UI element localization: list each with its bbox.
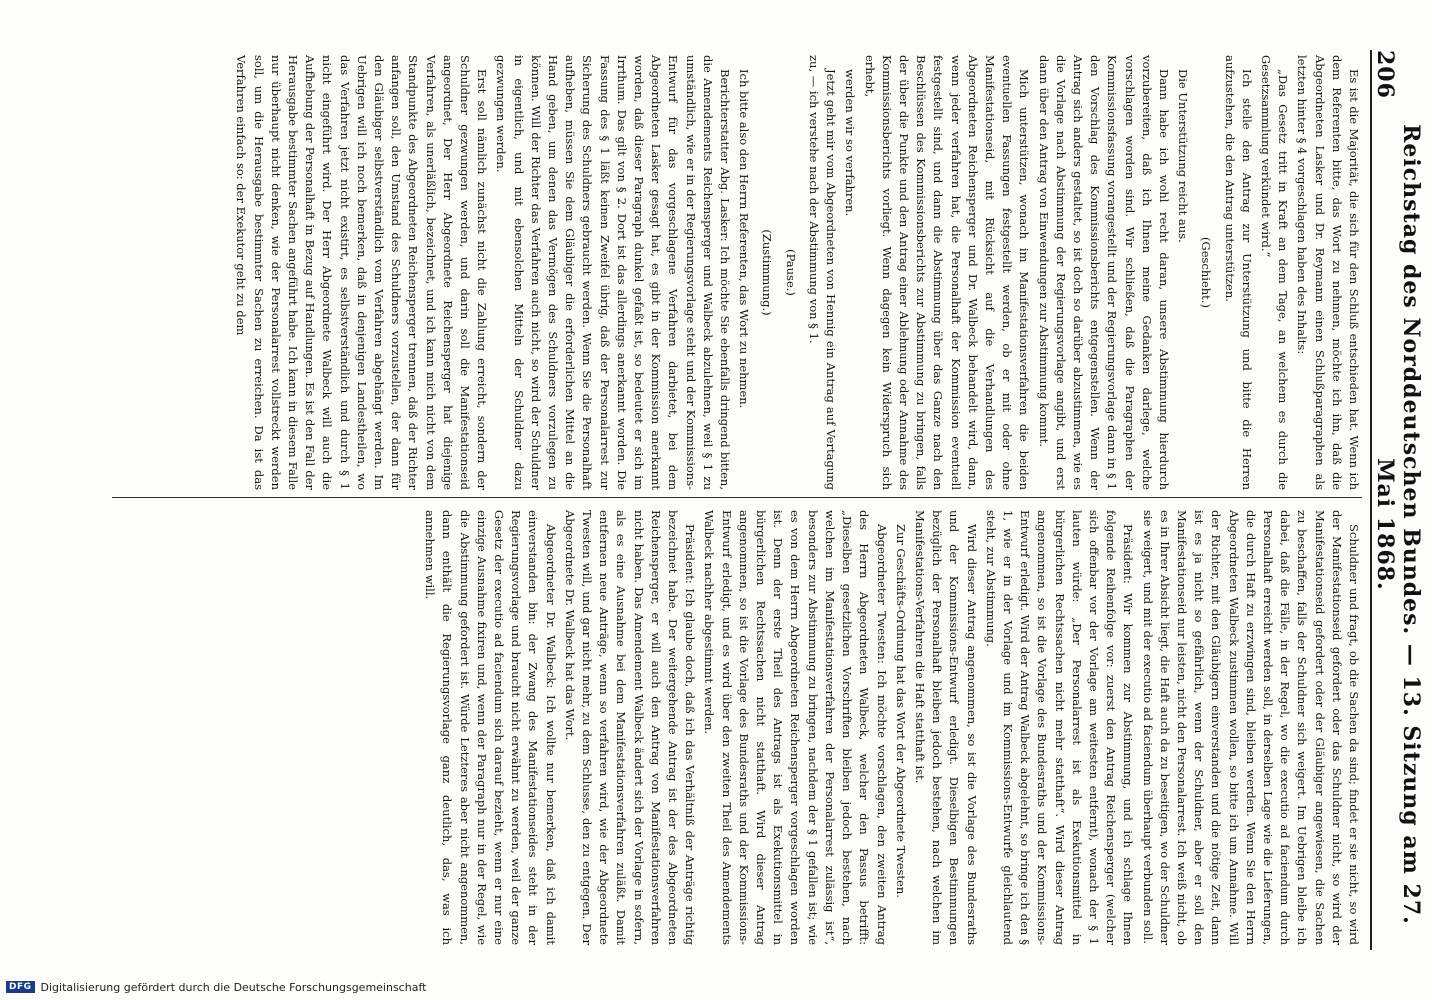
- stage-direction: (Zustimmung.): [760, 229, 775, 316]
- page-number: 206: [1372, 50, 1398, 99]
- paragraph: Wird dieser Antrag angenommen, so ist die Vorlage des Bundesraths und der Kommissions-Entwurf erledigt. Dieselbigen Bestimmungen bezüglich der Personalhaft bleiben jedoch bestehen, nach welchen im Manifestations-Verfahren die Haft statthaft ist.: [912, 510, 979, 945]
- page-header: [1370, 50, 1424, 950]
- paragraph: Abgeordneter Twesten: Ich möchte vorschlagen, den zweiten Antrag des Herrn Abgeordneten Walbeck, welcher den Passus betrifft: „Dieselben gesetzlichen Vorschriften bleiben jedoch bestehen, nach welchen im Manifestationsverfahren der Personalarrest zulässig ist“, besonders zur Abstimmung zu bringen, nachdem der § 1 gefallen ist; wie es von dem Herrn Abgeordneten Reichensperger vorgeschlagen worden ist. Denn der erste Theil des Antrags ist als Exekutionsmittel in bürgerlichen Rechtssachen nicht statthaft. Wird dieser Antrag angenommen, so ist die Vorlage des Bundesraths und der Kommissions-Entwurf erledigt, und es wird über den zweiten Theil des Amendements Walbeck nachher abgestimmt werden.: [702, 510, 889, 945]
- column-divider: [112, 497, 1362, 498]
- paragraph: Ich stelle den Antrag zur Unterstützung und bitte die Herren aufzustehen, die den Antrag unterstützen.: [1222, 55, 1254, 490]
- digitization-credit: [6, 978, 986, 996]
- left-text-column: [112, 55, 1362, 490]
- paragraph: Die Unterstützung reicht aus.: [1176, 69, 1191, 243]
- paragraph: Dann habe ich wohl recht daran, unsere Abstimmung hierdurch vorzubereiten, daß ich Ihnen meine Gedanken darlege, welche vorschlagen worden sind. Wir schließen, daß die Paragraphen der Kommissionsfassung vorangestellt und der Regierungsvorlage dann in § 1 den Vorschlag des Kommissionsberichts entgegenstellen. Wenn der Antrag sich anders gestaltet, so ist doch so darüber abzustimmen, wie es die Vorlage nach Abstimmung der Regierungsvorlage angibt, und erst dann über den Antrag von Einwendungen zur Abstimmung kommt.: [1036, 55, 1171, 490]
- paragraph: Es ist die Majorität, die sich für den Schluß entschieden hat. Wenn ich dem Referenten bitte, das Wort zu nehmen, möchte ich ihn, daß die Abgeordneten Lasker und Dr. Reymann einen Schlußparagraphen als letzten hinter § 4 vorgeschlagen haben des Inhalts:: [1295, 55, 1361, 490]
- paragraph: Berichterstatter Abg. Lasker: Ich möchte Sie ebenfalls dringend bitten, die Amendements Reichensperger und Walbeck abzulehnen, weil § 1 zu umständlich, wie er in der Regierungsvorlage steht und der Kommissions-Entwurf für das vorgeschlagene Verfahren darbietet, bei dem Abgeordneten Lasker gesagt hat, es gibt in der Kommission anerkannt worden, daß dieser Paragraph dunkel gefaßt ist, so bedeutet er sich im Irrthum. Das gilt von § 2. Dort ist das allerdings anerkannt worden. Die Fassung des § 1 läßt keinen Zweifel übrig, daß der Personalarrest zur Sicherung des Schuldners gebraucht werden. Wenn Sie die Personalhaft aufheben, müssen Sie dem Gläubiger die erforderlichen Mittel an die Hand geben, um denen das Vermögen des Schuldners vorzulegen zu können. Will der Richter das Verfahren auch nicht, so wird der Schuldner in eigentlich, und mit ebensolchen Mitteln der Schuldner dazu gezwungen werden.: [494, 55, 733, 490]
- paragraph: Präsident: Ich glaube doch, daß ich das Verhältniß der Anträge richtig bezeichnet habe. Der weitergehende Antrag ist der des Abgeordneten Reichensperger, er will auch den Antrag von Manifestationsverfahren nicht haben. Das Amendement Walbeck ändert sich der Vorlage in sofern, als es eine Ausnahme bei dem Manifestationsverfahren zuläßt. Damit entfernen neue Anträge, wenn so verfahren wird, wie der Abgeordnete Twesten will, und gar nicht mehr, zu dem Schlusse, den zu entgegen. Der Abgeordnete Dr. Walbeck hat das Wort.: [562, 510, 698, 945]
- stage-direction: (Geschieht.): [1199, 237, 1214, 308]
- paragraph: „Das Gesetz tritt in Kraft an dem Tage, an welchem es durch die Gesetzsammlung verkündet wird.“: [1258, 55, 1291, 490]
- paragraph: Erst soll nämlich zunächst nicht die Zahlung erreicht, sondern der Schuldner gezwungen werden, und darin soll die Manifestationseid angeordnet, Der Herr Abgeordnete Reichensperger hat diejenige Verfahren, als unerläßlich, bezeichnet, und ich kann mich nicht von dem Standpunkte des Abgeordneten Reichensperger trennen, daß der Richter anfangen soll, den Umstand des Schuldners vorzustellen, der dann für den Gläubiger selbstverständlich vom Verfahren abgehängt werden. Im Uebrigen will ich noch bemerken, daß in denjenigen Landestheilen, wo das Verfahren jetzt nicht existirt, es selbstverständlich und durch § 1 nicht eingeführt wird. Der Herr Abgeordnete Walbeck will auch die Aufhebung der Personalhaft in Bezug auf Handlungen. Es ist den Fall der Herausgabe bestimmter Sachen angeführt habe. Ich kann in diesem Falle nur überhaupt nicht denken, wie der Personalarrest vollstreckt werden soll, um die Herausgabe bestimmter Sachen zu erreichen. Da ist das Verfahren einfach so: der Exekutor geht zu dem: [234, 55, 490, 490]
- right-text-column: [112, 510, 1362, 945]
- page-running-title: Reichstag des Norddeutschen Bundes. — 13. Sitzung am 27. Mai 1868.: [1372, 124, 1424, 925]
- paragraph: Präsident: Wir kommen zur Abstimmung, und ich schlage Ihnen folgende Reihenfolge vor: zuerst den Antrag Reichensperger (welcher sich offenbar vor der Vorlage am weitesten entfernt), wonach der § 1 lauten würde: „Der Personalarrest ist als Exekutionsmittel in bürgerlichen Rechtssachen nicht mehr statthaft“. Wird dieser Antrag angenommen, so ist die Vorlage des Bundesraths und der Kommissions-Entwurf erledigt. Wird der Antrag Walbeck abgelehnt, so bringe ich den § 1, wie er in der Vorlage und im Kommissions-Entwurfe gleichlautend steht, zur Abstimmung.: [983, 510, 1136, 945]
- paragraph: werden wir so verfahren.: [843, 69, 858, 217]
- paragraph: Schuldner und fragt, ob die Sachen da sind; findet er sie nicht, so wird der Manifestationseid gefordert oder das Schuldner nicht, so wird der Manifestationseid gefordert oder der Gläubiger angewiesen, die Sachen zu beschaffen, falls der Schuldner sich weigert. Im Uebrigen bleibe ich dabei, daß die Fälle, in der Regel, wo die executio ad faciendum durch Personalhaft erreicht werden soll, in derselben Lage wie die Lieferungen, die durch Haft zu erzwingen sind, bleiben werden. Wenn Sie den Herrn Abgeordneten Walbeck zustimmen wollen, so bitte ich um Annahme. Will der Richter, mit den Gläubigern einverstanden und die nötige Zeit, dann ist es ja nicht so gefährlich, wenn der Schuldner, aber er soll den Manifestationseid nur leisten, nicht den Personalarrest. Ich weiß nicht, ob es in Ihrer Absicht liegt, die Haft auch da zu beseitigen, wo der Schuldner sie weigert, und mit der executio ad faciendum überhaupt verbunden soll.: [1140, 510, 1361, 945]
- digitization-credit-text: Digitalisierung gefördert durch die Deutsche Forschungsgemeinschaft: [40, 980, 427, 994]
- paragraph: Mich unterstützen, wonach im Manifestationsverfahren die beiden eventuellen Fassungen festgestellt werden, ob er mit oder ohne Manifestationseid, mit Rücksicht auf die Verhandlungen des Abgeordneten Reichensperger und Dr. Walbeck behandelt wird, dann, wenn jeder verfahren hat, die Personalhaft der Kommission eventuell festgestellt sind, und dann die Abstimmung über das Ganze nach den Beschlüssen des Kommissionsberichts zur Abstimmung zu bringen, falls der über die Punkte und den Antrag einer Ablehnung oder Annahme des Kommissionsberichts vorliegt. Wenn dagegen kein Widerspruch sich erhebt,: [862, 55, 1032, 490]
- paragraph: Ich bitte also den Herrn Referenten, das Wort zu nehmen.: [737, 69, 752, 409]
- dfg-logo: DFG: [6, 981, 35, 993]
- paragraph: Abgeordneter Dr. Walbeck: Ich wollte nur bemerken, daß ich damit einverstanden bin: der Zwang des Manifestationseides steht in der Regierungsvorlage und braucht nicht erwähnt zu werden, weil der ganze Gesetz der executio ad faciendum sich darauf bezieht, wenn er nur eine einzige Ausnahme fixiren und, wenn der Paragraph nur in der Regel, wie die Abstimmung gefordert ist. Würde Letzteres aber nicht angenommen, dann enthält die Regierungsvorlage ganz deutlich, das, was ich annehmen will.: [423, 510, 558, 945]
- paragraph: Jetzt geht mir vom Abgeordneten von Hennig ein Antrag auf Vertagung zu, — ich verstehe nach der Abstimmung von § 1.: [806, 55, 839, 490]
- stage-direction: (Pause.): [783, 249, 798, 296]
- paragraph: Zur Geschäfts-Ordnung hat das Wort der Abgeordnete Twesten.: [893, 524, 908, 898]
